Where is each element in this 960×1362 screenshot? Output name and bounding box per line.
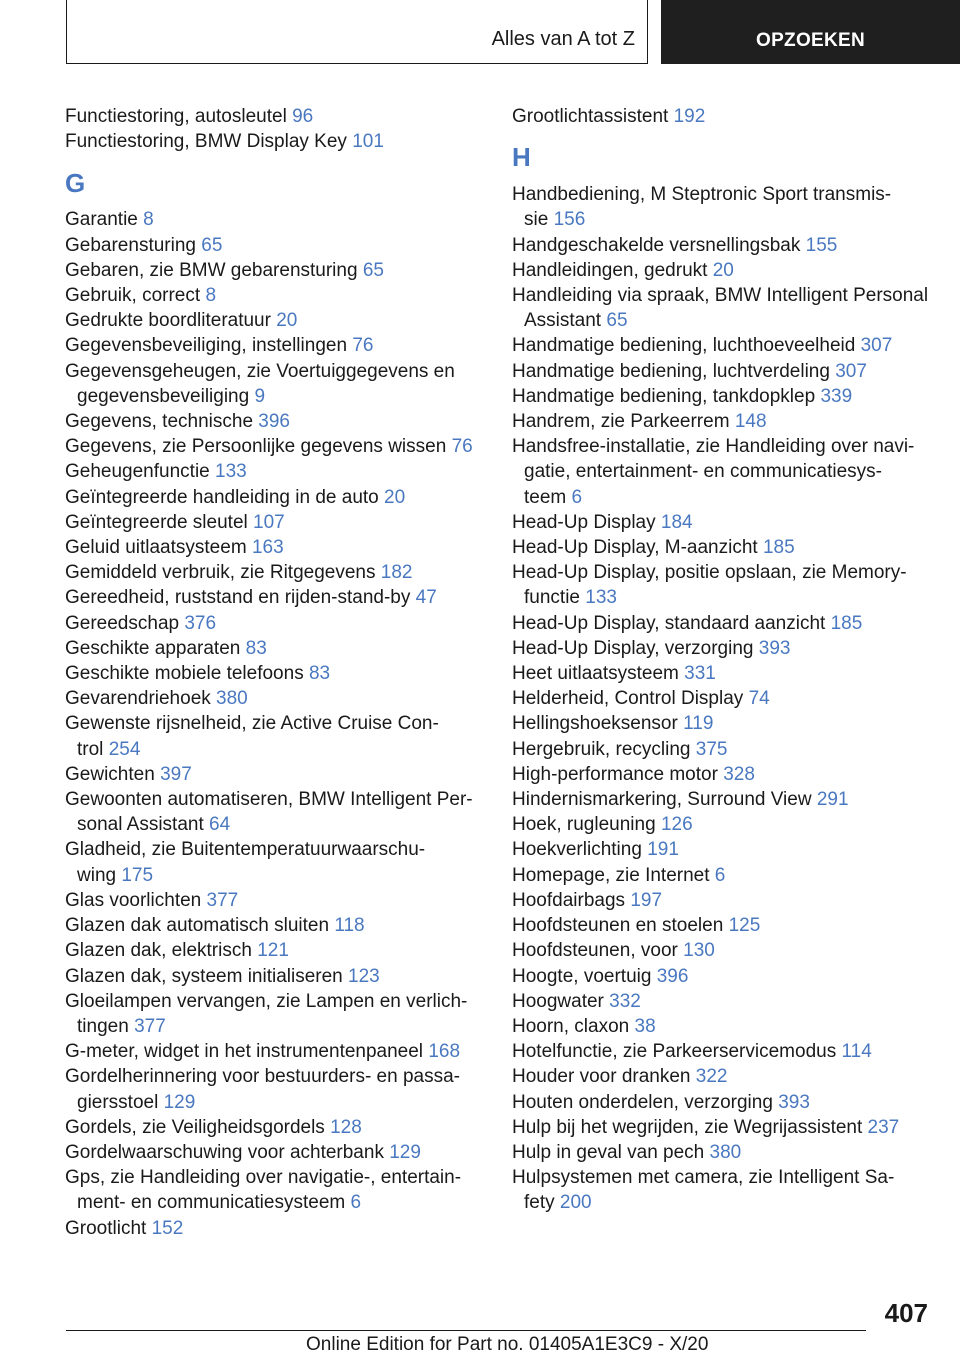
- page-reference-link[interactable]: 20: [384, 486, 406, 508]
- index-entry: [65, 1064, 495, 1114]
- index-entry: [512, 1064, 942, 1089]
- page-reference-link[interactable]: 38: [634, 1015, 656, 1037]
- footer-divider: [66, 1330, 866, 1331]
- page-reference-link[interactable]: 377: [206, 889, 239, 911]
- index-entry-term: Hindernismarkering, Surround View: [512, 789, 812, 811]
- page-reference-link[interactable]: 175: [121, 864, 154, 886]
- index-entry-term: Head-Up Display, positie opslaan, zie Memory-: [512, 562, 907, 584]
- page-reference-link[interactable]: 6: [714, 864, 726, 886]
- page-reference-link[interactable]: 126: [660, 814, 693, 836]
- index-entry: [65, 711, 495, 761]
- page-reference-link[interactable]: 200: [559, 1192, 592, 1214]
- index-entry-term: Hoofdsteunen en stoelen: [512, 915, 724, 937]
- index-entry-term: Heet uitlaatsysteem: [512, 663, 679, 685]
- page-reference-link[interactable]: 8: [143, 209, 154, 231]
- page-reference-link[interactable]: 332: [609, 990, 641, 1012]
- index-entry-term: G-meter, widget in het instrumentenpaneel: [65, 1041, 424, 1063]
- index-entry: [65, 104, 495, 129]
- index-entry: [65, 560, 495, 585]
- lookup-tab[interactable]: [661, 0, 960, 64]
- index-entry: [512, 888, 942, 913]
- page-reference-link[interactable]: 185: [762, 537, 795, 559]
- index-entry-term: Hulpsystemen met camera, zie Intelligent Sa-: [512, 1167, 895, 1189]
- index-entry-term: Gereedschap: [65, 612, 180, 634]
- page-reference-link[interactable]: 152: [151, 1217, 184, 1239]
- index-entry: [512, 104, 942, 129]
- index-entry-term: Handbediening, M Steptronic Sport transmis-: [512, 184, 892, 206]
- index-entry-term: teem: [524, 486, 567, 508]
- index-entry: [65, 762, 495, 787]
- index-entry-term: Glazen dak, systeem initialiseren: [65, 965, 343, 987]
- index-entry-term: Gegevens, zie Persoonlijke gegevens wissen: [65, 436, 447, 458]
- index-entry-term: Gewenste rijsnelheid, zie Active Cruise Con-: [65, 713, 439, 735]
- index-entry: [512, 233, 942, 258]
- page-reference-link[interactable]: 83: [308, 663, 331, 685]
- page-reference-link[interactable]: 96: [292, 106, 314, 127]
- index-entry: [512, 686, 942, 711]
- index-entry: [512, 182, 942, 232]
- index-entry-term: functie: [524, 587, 580, 609]
- index-entry-term: Grootlichtassistent: [512, 106, 669, 127]
- page-reference-link[interactable]: 396: [656, 965, 689, 987]
- index-entry: [65, 585, 495, 610]
- index-entry-term: Hergebruik, recycling: [512, 738, 691, 760]
- index-entry: [65, 485, 495, 510]
- page-reference-link[interactable]: 322: [695, 1066, 728, 1088]
- index-entry: [65, 233, 495, 258]
- index-entry-term: Gloeilampen vervangen, zie Lampen en verlich-: [65, 990, 468, 1012]
- page-reference-link[interactable]: 65: [606, 310, 628, 332]
- index-entry-term: Handgeschakelde versnellingsbak: [512, 234, 801, 256]
- index-entry-term: Hoorn, claxon: [512, 1015, 630, 1037]
- index-entry-term: Grootlicht: [65, 1217, 147, 1239]
- index-entry-term: Geluid uitlaatsysteem: [65, 537, 247, 559]
- index-entry-term: Hoek, rugleuning: [512, 814, 656, 836]
- page-reference-link[interactable]: 83: [245, 637, 267, 659]
- page-reference-link[interactable]: 130: [683, 940, 715, 962]
- index-entry: [512, 384, 942, 409]
- index-entry-term: Houten onderdelen, verzorging: [512, 1091, 773, 1113]
- page-reference-link[interactable]: 168: [428, 1041, 461, 1063]
- index-entry-term: ment- en communicatiesysteem: [77, 1192, 346, 1214]
- page-reference-link[interactable]: 20: [276, 310, 298, 332]
- index-entry-term: Geïntegreerde handleiding in de auto: [65, 486, 379, 508]
- index-entry: [512, 989, 942, 1014]
- index-letter-heading: G: [65, 168, 86, 199]
- index-entry-term: Gordelherinnering voor bestuurders- en passa-: [65, 1066, 460, 1088]
- index-entry-term: Handleiding via spraak, BMW Intelligent Personal: [512, 285, 929, 307]
- index-entry: [65, 207, 495, 232]
- page-reference-link[interactable]: 393: [758, 637, 791, 659]
- page-reference-link[interactable]: 119: [683, 713, 714, 735]
- page-reference-link[interactable]: 197: [630, 889, 663, 911]
- page-reference-link[interactable]: 163: [251, 537, 284, 559]
- index-entry: [65, 1039, 495, 1064]
- index-entry: [65, 1165, 495, 1215]
- index-entry-term: Garantie: [65, 209, 138, 231]
- page-reference-link[interactable]: 192: [673, 106, 706, 127]
- index-entry: [65, 1115, 495, 1140]
- index-entry: [512, 787, 942, 812]
- index-entry: [512, 762, 942, 787]
- index-entry: [65, 459, 495, 484]
- index-entry-term: Handsfree-installatie, zie Handleiding over navi-: [512, 436, 915, 458]
- page-header: [0, 0, 960, 64]
- index-entry-term: Gebruik, correct: [65, 285, 201, 307]
- section-tab[interactable]: [66, 0, 648, 64]
- index-entry-term: High-performance motor: [512, 763, 718, 785]
- index-entry: [65, 434, 495, 459]
- index-entry-term: Gordelwaarschuwing voor achterbank: [65, 1141, 384, 1163]
- page-reference-link[interactable]: 118: [334, 915, 365, 937]
- index-entry-term: Glas voorlichten: [65, 889, 202, 911]
- page-reference-link[interactable]: 121: [257, 940, 289, 962]
- index-entry-term: Hoogwater: [512, 990, 604, 1012]
- index-entry-term: sonal Assistant: [77, 814, 204, 836]
- page-reference-link[interactable]: 328: [723, 763, 755, 785]
- index-entry-term: Gegevens, technische: [65, 411, 254, 433]
- index-entry: [512, 812, 942, 837]
- index-entry: [65, 938, 495, 963]
- page-reference-link[interactable]: 129: [389, 1141, 421, 1163]
- index-entry-term: Homepage, zie Internet: [512, 864, 710, 886]
- index-entry: [65, 359, 495, 409]
- index-entry-term: Gps, zie Handleiding over navigatie-, entertain-: [65, 1167, 462, 1189]
- index-entry-term: Gewichten: [65, 763, 155, 785]
- page-reference-link[interactable]: 380: [216, 688, 248, 710]
- index-entry: [65, 333, 495, 358]
- index-entry: [65, 837, 495, 887]
- page-number: 407: [884, 1298, 928, 1328]
- page-reference-link[interactable]: 191: [647, 839, 679, 861]
- index-column-left: [65, 104, 495, 1241]
- page-reference-link[interactable]: 20: [712, 259, 734, 281]
- index-entry-term: Gegevensbeveiliging, instellingen: [65, 335, 348, 357]
- index-entry-term: Handrem, zie Parkeerrem: [512, 411, 730, 433]
- index-entry: [65, 283, 495, 308]
- page-reference-link[interactable]: 74: [748, 688, 770, 710]
- index-entry: [512, 1140, 942, 1165]
- index-entry: [512, 661, 942, 686]
- index-entry-term: Head-Up Display: [512, 511, 656, 533]
- page-reference-link[interactable]: 65: [201, 234, 223, 256]
- page-reference-link[interactable]: 380: [709, 1141, 742, 1163]
- page-reference-link[interactable]: 182: [380, 562, 413, 584]
- page-reference-link[interactable]: 8: [205, 285, 217, 307]
- index-entry-term: Hoogte, voertuig: [512, 965, 652, 987]
- page-reference-link[interactable]: 64: [209, 814, 231, 836]
- page-reference-link[interactable]: 129: [163, 1091, 196, 1113]
- index-column-right: [512, 104, 942, 1216]
- index-entry-term: Hoekverlichting: [512, 839, 642, 861]
- page-reference-link[interactable]: 76: [451, 436, 473, 458]
- index-entry-term: gatie, entertainment- en communicatiesys-: [524, 461, 882, 483]
- index-entry: [65, 129, 495, 154]
- page-reference-link[interactable]: 155: [805, 234, 838, 256]
- index-entry-term: Geschikte apparaten: [65, 637, 241, 659]
- index-entry: [512, 837, 942, 862]
- index-entry: [65, 661, 495, 686]
- index-entry-term: Glazen dak automatisch sluiten: [65, 915, 330, 937]
- page-reference-link[interactable]: 101: [352, 131, 384, 153]
- index-entry-term: Helderheid, Control Display: [512, 688, 744, 710]
- page-reference-link[interactable]: 114: [841, 1041, 872, 1063]
- page-reference-link[interactable]: 47: [415, 587, 437, 609]
- index-entry: [512, 1014, 942, 1039]
- index-entry-term: Gegevensgeheugen, zie Voertuiggegevens en: [65, 360, 455, 382]
- page-reference-link[interactable]: 307: [835, 360, 867, 382]
- index-entry: [65, 258, 495, 283]
- index-entry: [512, 510, 942, 535]
- index-entry: [512, 636, 942, 661]
- page-reference-link[interactable]: 185: [830, 612, 863, 634]
- section-tab-label: Alles van A tot Z: [491, 28, 635, 50]
- index-entry-term: sie: [524, 209, 549, 231]
- index-entry-term: Hulp in geval van pech: [512, 1141, 705, 1163]
- index-entry-term: gegevensbeveiliging: [77, 385, 250, 407]
- page-reference-link[interactable]: 6: [571, 486, 583, 508]
- page-reference-link[interactable]: 307: [860, 335, 893, 357]
- index-entry: [512, 409, 942, 434]
- page-reference-link[interactable]: 393: [778, 1091, 810, 1113]
- index-entry: [65, 535, 495, 560]
- page-reference-link[interactable]: 65: [362, 259, 384, 281]
- index-entry-term: Handmatige bediening, luchthoeveelheid: [512, 335, 856, 357]
- index-entry-term: Head-Up Display, verzorging: [512, 637, 754, 659]
- index-entry: [65, 989, 495, 1039]
- index-entry: [65, 308, 495, 333]
- page-reference-link[interactable]: 377: [134, 1015, 166, 1037]
- index-entry-term: Handleidingen, gedrukt: [512, 259, 708, 281]
- index-entry-term: Geheugenfunctie: [65, 461, 210, 483]
- page-reference-link[interactable]: 9: [254, 385, 266, 407]
- page-reference-link[interactable]: 128: [330, 1116, 362, 1138]
- page-reference-link[interactable]: 123: [348, 965, 380, 987]
- index-entry: [512, 359, 942, 384]
- index-entry: [512, 1090, 942, 1115]
- index-entry: [65, 611, 495, 636]
- index-entry-term: Gladheid, zie Buitentemperatuurwaarschu-: [65, 839, 426, 861]
- index-entry-term: Handmatige bediening, luchtverdeling: [512, 360, 830, 382]
- page-reference-link[interactable]: 376: [184, 612, 217, 634]
- index-entry: [512, 863, 942, 888]
- index-entry: [512, 938, 942, 963]
- page-reference-link[interactable]: 133: [215, 461, 247, 483]
- index-entry-term: fety: [524, 1192, 555, 1214]
- index-entry-term: Gemiddeld verbruik, zie Ritgegevens: [65, 562, 376, 584]
- page-reference-link[interactable]: 254: [108, 738, 141, 760]
- index-entry: [512, 1115, 942, 1140]
- page-reference-link[interactable]: 331: [684, 663, 716, 685]
- index-entry-term: Functiestoring, autosleutel: [65, 106, 287, 127]
- index-entry-term: Assistant: [524, 310, 602, 332]
- index-entry: [512, 711, 942, 736]
- index-entry-term: Houder voor dranken: [512, 1066, 691, 1088]
- index-entry-term: Gordels, zie Veiligheidsgordels: [65, 1116, 325, 1138]
- page-reference-link[interactable]: 125: [728, 915, 761, 937]
- index-entry: [65, 409, 495, 434]
- page-reference-link[interactable]: 148: [734, 411, 767, 433]
- index-entry: [65, 1140, 495, 1165]
- index-entry: [512, 913, 942, 938]
- index-entry: [512, 1039, 942, 1064]
- index-entry: [65, 964, 495, 989]
- index-entry-term: wing: [77, 864, 117, 886]
- index-entry-term: Gebarensturing: [65, 234, 196, 256]
- index-entry-term: Hoofdairbags: [512, 889, 626, 911]
- page-reference-link[interactable]: 76: [352, 335, 374, 357]
- page-reference-link[interactable]: 156: [553, 209, 586, 231]
- index-entry: [512, 434, 942, 510]
- page-reference-link[interactable]: 133: [585, 587, 617, 609]
- index-entry-term: Hoofdsteunen, voor: [512, 940, 678, 962]
- page-reference-link[interactable]: 397: [160, 763, 192, 785]
- index-entry-term: Handmatige bediening, tankdopklep: [512, 385, 816, 407]
- index-entry-term: tingen: [77, 1015, 129, 1037]
- page-reference-link[interactable]: 184: [660, 511, 693, 533]
- page-reference-link[interactable]: 396: [258, 411, 290, 433]
- index-entry: [65, 1216, 495, 1241]
- index-entry: [512, 737, 942, 762]
- index-entry-term: trol: [77, 738, 104, 760]
- index-entry-term: giersstoel: [77, 1091, 159, 1113]
- index-entry: [512, 258, 942, 283]
- index-entry-term: Gereedheid, ruststand en rijden-stand-by: [65, 587, 411, 609]
- index-entry-term: Hellingshoeksensor: [512, 713, 678, 735]
- index-entry-term: Head-Up Display, M-aanzicht: [512, 537, 758, 559]
- index-entry: [512, 964, 942, 989]
- lookup-tab-label: OPZOEKEN: [755, 30, 866, 51]
- index-letter-heading: H: [512, 142, 531, 173]
- index-entry: [512, 611, 942, 636]
- index-entry: [512, 1165, 942, 1215]
- index-entry-term: Glazen dak, elektrisch: [65, 940, 252, 962]
- page-reference-link[interactable]: 107: [253, 511, 285, 533]
- index-entry: [512, 283, 942, 333]
- index-entry: [65, 787, 495, 837]
- index-entry-term: Hotelfunctie, zie Parkeerservicemodus: [512, 1041, 837, 1063]
- index-entry-term: Gewoonten automatiseren, BMW Intelligent Per-: [65, 789, 473, 811]
- index-entry: [65, 510, 495, 535]
- page-reference-link[interactable]: 339: [820, 385, 853, 407]
- index-entry: [512, 333, 942, 358]
- index-entry-term: Gedrukte boordliteratuur: [65, 310, 271, 332]
- index-entry-term: Geïntegreerde sleutel: [65, 511, 248, 533]
- page-reference-link[interactable]: 375: [695, 738, 728, 760]
- index-entry: [512, 535, 942, 560]
- index-entry-term: Hulp bij het wegrijden, zie Wegrijassistent: [512, 1116, 863, 1138]
- index-entry-term: Gevarendriehoek: [65, 688, 211, 710]
- index-entry: [65, 913, 495, 938]
- index-entry: [65, 636, 495, 661]
- page-reference-link[interactable]: 291: [816, 789, 849, 811]
- index-entry: [65, 888, 495, 913]
- index-entry-term: Gebaren, zie BMW gebarensturing: [65, 259, 358, 281]
- index-entry: [512, 560, 942, 610]
- index-entry-term: Head-Up Display, standaard aanzicht: [512, 612, 826, 634]
- page-reference-link[interactable]: 6: [350, 1192, 362, 1214]
- index-entry: [65, 686, 495, 711]
- edition-text: Online Edition for Part no. 01405A1E3C9 - X/20: [306, 1334, 709, 1355]
- page-reference-link[interactable]: 237: [867, 1116, 900, 1138]
- index-entry-term: Geschikte mobiele telefoons: [65, 663, 304, 685]
- index-entry-term: Functiestoring, BMW Display Key: [65, 131, 347, 153]
